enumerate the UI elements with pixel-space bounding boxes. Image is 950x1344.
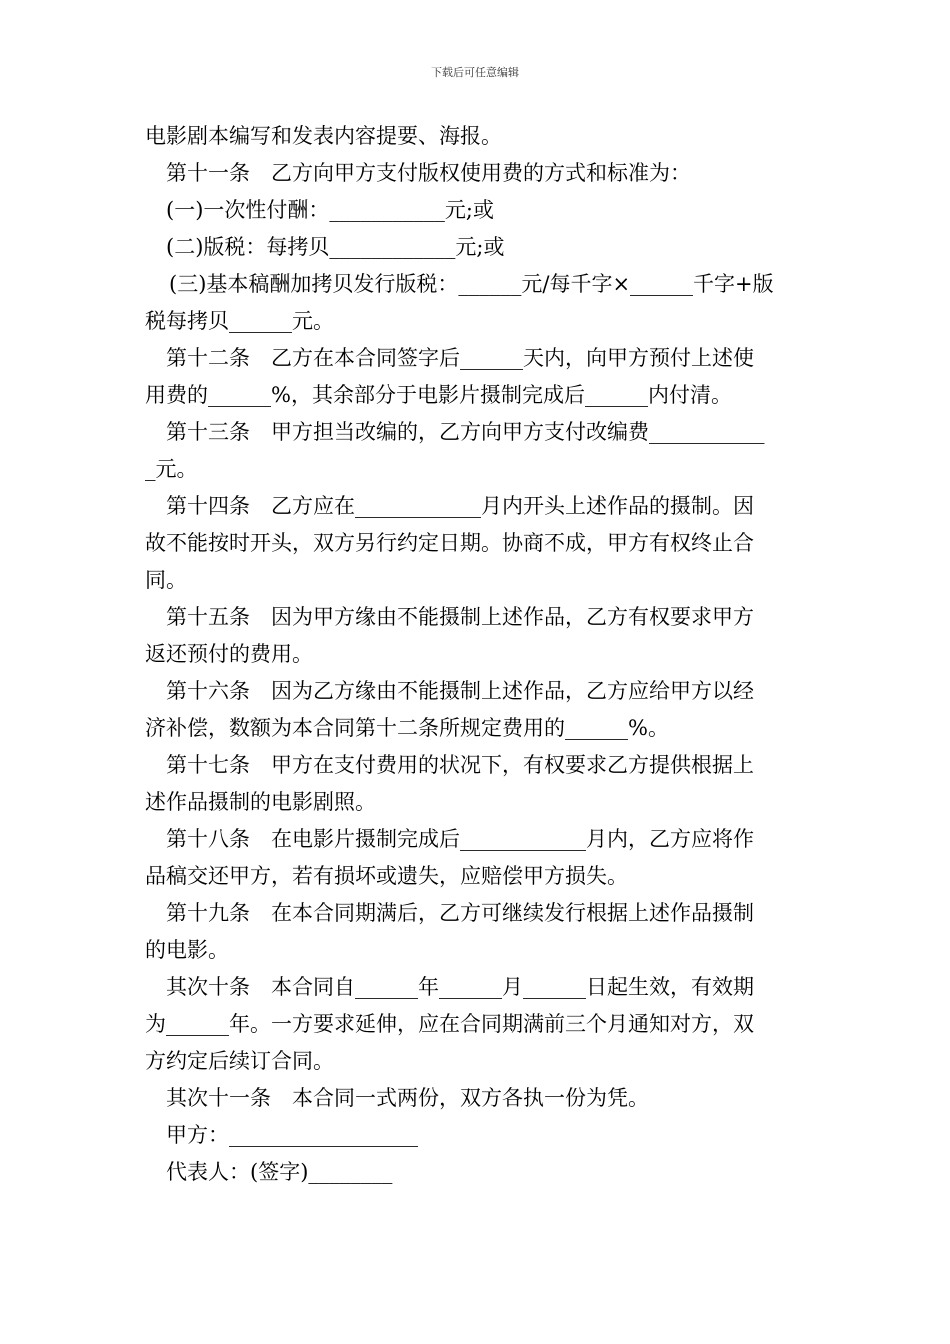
article-19-line: 第十九条 在本合同期满后，乙方可继续发行根据上述作品摄制 (166, 901, 754, 925)
text-line: 品稿交还甲方，若有损坏或遗失，应赔偿甲方损失。 (145, 864, 628, 888)
article-11-option-1: (一)一次性付酬：___________元;或 (166, 198, 494, 222)
article-15-line: 第十五条 因为甲方缘由不能摄制上述作品，乙方有权要求甲方 (166, 605, 754, 629)
article-11-option-2: (二)版税：每拷贝____________元;或 (166, 235, 505, 259)
text-line: 电影剧本编写和发表内容提要、海报。 (145, 124, 502, 148)
article-16-line: 第十六条 因为乙方缘由不能摄制上述作品，乙方应给甲方以经 (166, 679, 754, 703)
text-line: 故不能按时开头，双方另行约定日期。协商不成，甲方有权终止合 (145, 531, 754, 555)
text-line: _元。 (145, 457, 198, 481)
article-20-line: 其次十条 本合同自______年______月______日起生效，有效期 (166, 975, 754, 999)
article-11-line: 第十一条 乙方向甲方支付版权使用费的方式和标准为： (166, 161, 691, 185)
text-line: 同。 (145, 568, 187, 592)
text-line: 用费的______%，其余部分于电影片摄制完成后______内付清。 (145, 383, 732, 407)
representative-signature-line: 代表人：(签字)________ (166, 1160, 393, 1184)
text-line: 为______年。一方要求延伸，应在合同期满前三个月通知对方，双 (145, 1012, 754, 1036)
text-line: 济补偿，数额为本合同第十二条所规定费用的______%。 (145, 716, 669, 740)
article-11-option-3: (三)基本稿酬加拷贝发行版税：______元/每千字×______千字+版 (169, 272, 774, 296)
party-a-line: 甲方：__________________ (166, 1123, 418, 1147)
document-body (145, 118, 807, 1191)
text-line: 的电影。 (145, 938, 229, 962)
page-header-note: 下载后可任意编辑 (431, 66, 519, 79)
article-12-line: 第十二条 乙方在本合同签字后______天内，向甲方预付上述使 (166, 346, 754, 370)
article-21-line: 其次十一条 本合同一式两份，双方各执一份为凭。 (166, 1086, 649, 1110)
text-line: 述作品摄制的电影剧照。 (145, 790, 376, 814)
text-line: 税每拷贝______元。 (145, 309, 334, 333)
article-14-line: 第十四条 乙方应在____________月内开头上述作品的摄制。因 (166, 494, 754, 518)
article-18-line: 第十八条 在电影片摄制完成后____________月内，乙方应将作 (166, 827, 754, 851)
text-line: 方约定后续订合同。 (145, 1049, 334, 1073)
text-line: 返还预付的费用。 (145, 642, 313, 666)
article-13-line: 第十三条 甲方担当改编的，乙方向甲方支付改编费___________ (166, 420, 765, 444)
article-17-line: 第十七条 甲方在支付费用的状况下，有权要求乙方提供根据上 (166, 753, 754, 777)
